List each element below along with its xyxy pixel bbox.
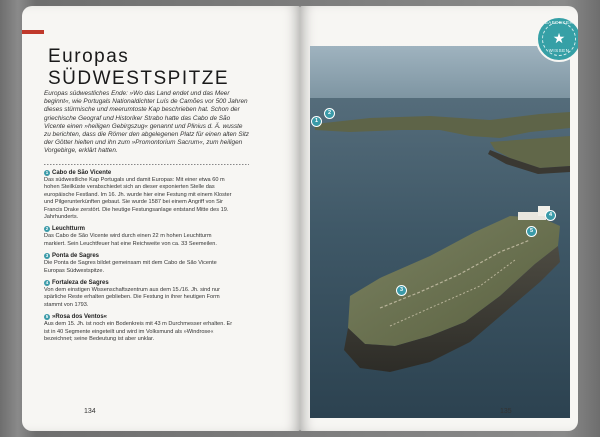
map-marker-2: 2: [324, 108, 335, 119]
page-number-right: 135: [500, 408, 512, 415]
entry-title: Ponta de Sagres: [52, 253, 100, 260]
entry-5: [44, 313, 234, 343]
sky: [310, 46, 570, 98]
map-marker-1: 1: [311, 116, 322, 127]
map-marker-5: 5: [526, 226, 537, 237]
intro-text: Europas südwestliches Ende: »Wo das Land endet und das Meer beginnt«, wie Portugals Nationaldichter Luís de Camões vor 500 Jahren dieses stürmische und meerumtoste Kap beschrieben hat. Schon der griechische Geograf und Historiker Strabo hatte das Cabo de São Vicente einen »heiligen Gebirgszug« genannt und Plinius d. Ä. wusste zu berichten, dass die Römer den abgelegenen Platz für einen alten Sitz der Götter hielten und ihn zum »Promontorium Sacrum«, zum heiligen Vorgebirge, erklärt hatten.: [44, 90, 249, 155]
entry-body: Das Cabo de São Vicente wird durch einen 22 m hohen Leuchtturm markiert. Sein Leuchtfeuer hat eine Reichweite von ca. 33 Seemeilen.: [44, 233, 217, 247]
entry-number-badge: 2: [45, 226, 49, 232]
entry-number-badge: 4: [45, 280, 49, 286]
baedeker-wissen-badge: [536, 16, 578, 62]
entry-title: Cabo de São Vicente: [52, 170, 112, 176]
entry-body: Aus dem 15. Jh. ist noch ein Bodenkreis mit 43 m Durchmesser erhalten. Er ist in 40 Segmente eingeteilt und wird im Volksmund als »Windrose« bezeichnet; seine Bedeutung ist aber unklar.: [44, 321, 233, 343]
entry-title: Leuchtturm: [52, 226, 85, 233]
entry-3: [44, 252, 234, 275]
badge-bottom-label: WISSEN: [548, 48, 570, 53]
badge-top-label: BAEDEKER: [544, 20, 574, 25]
entry-body: Die Ponta de Sagres bildet gemeinsam mit dem Cabo de São Vicente Europas Südwestspitze.: [44, 260, 217, 274]
entry-title: »Rosa dos Ventos«: [52, 314, 108, 321]
entry-body: Das südwestliche Kap Portugals und damit Europas: Mit einer etwa 60 m hohen Steilküste verabschiedet sich an dieser exponierten Stelle das europäische Festland. Im 16. Jh. wurde hier eine Festung mit einem Kloster und Pilgerunterkünften gebaut. Sie wurde 1587 bei einem Angriff von Sir Francis Drake zerstört. Die heutige Festungsanlage entstand Mitte des 19. Jahrhunderts.: [44, 177, 232, 221]
right-page: [300, 6, 578, 431]
entry-number-badge: 5: [45, 314, 49, 320]
chapter-tab: [22, 30, 44, 34]
title-line-2: SÜDWESTSPITZE: [48, 68, 230, 89]
entry-2: [44, 225, 234, 248]
entry-number-badge: 3: [45, 253, 49, 259]
title-line-1: Europas: [48, 46, 130, 67]
entries-list: [44, 169, 234, 348]
divider: [44, 164, 249, 165]
star-icon: ★: [552, 30, 566, 46]
entry-1: [44, 169, 234, 221]
entry-4: [44, 279, 234, 309]
page-title: [48, 46, 229, 90]
entry-title: Fortaleza de Sagres: [52, 280, 109, 287]
left-page: [22, 6, 300, 431]
entry-body: Von dem einstigen Wissenschaftszentrum aus dem 15./16. Jh. sind nur spärliche Reste erhalten geblieben. Die Festung in ihrer heutigen Form stammt von 1793.: [44, 287, 220, 308]
map-marker-3: 3: [396, 285, 407, 296]
map-marker-4: 4: [545, 210, 556, 221]
entry-number-badge: 1: [45, 170, 49, 175]
page-number-left: 134: [84, 408, 96, 415]
